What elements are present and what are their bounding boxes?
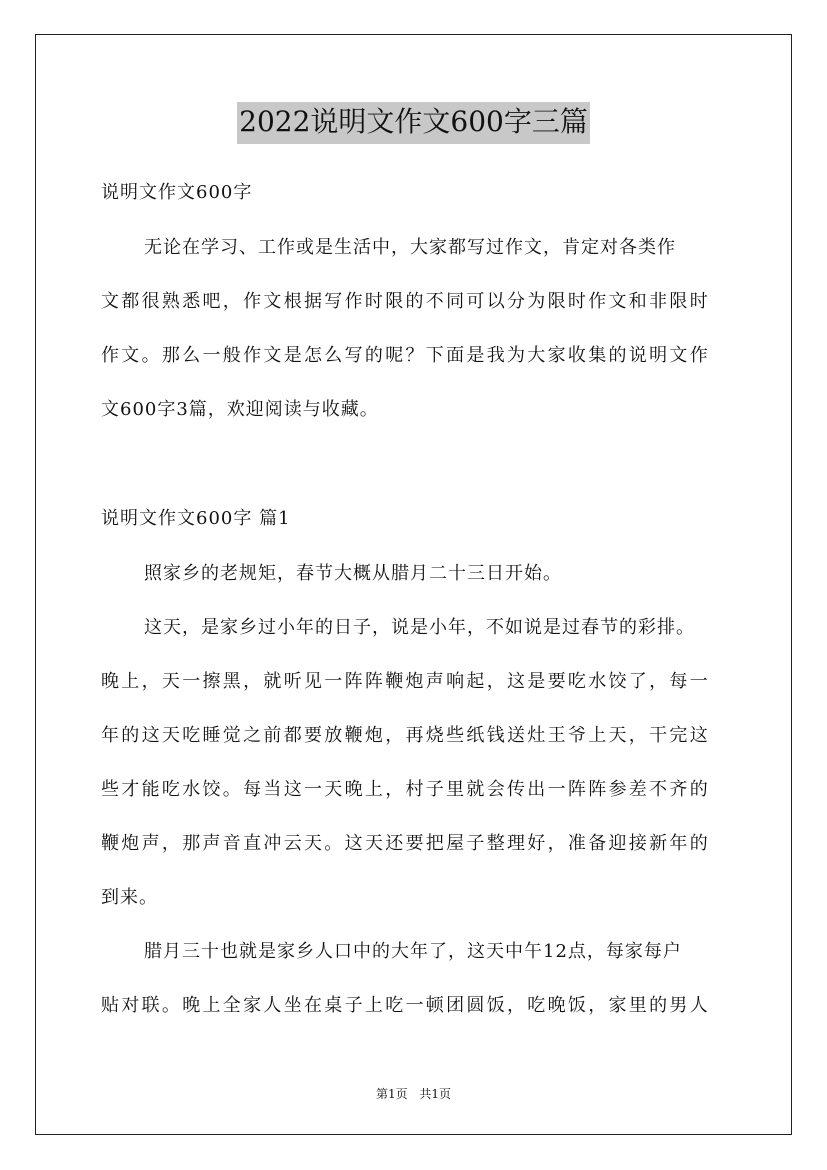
title-container [0,102,827,144]
paragraph-line: 年的这天吃睡觉之前都要放鞭炮，再烧些纸钱送灶王爷上天，干完这 [101,725,710,746]
paragraph-line: 这天，是家乡过小年的日子，说是小年，不如说是过春节的彩排。 [144,617,695,638]
paragraph-line: 贴对联。晚上全家人坐在桌子上吃一顿团圆饭，吃晚饭，家里的男人 [101,995,710,1016]
paragraph-line: 腊月三十也就是家乡人口中的大年了，这天中午12点，每家每户 [144,941,682,962]
paragraph-line: 到来。 [101,887,158,908]
paragraph-line: 文600字3篇，欢迎阅读与收藏。 [101,399,379,420]
paragraph-line: 无论在学习、工作或是生活中，大家都写过作文，肯定对各类作 [144,237,676,258]
document-title: 2022说明文作文600字三篇 [237,102,590,144]
paragraph-line: 文都很熟悉吧，作文根据写作时限的不同可以分为限时作文和非限时 [101,291,710,312]
paragraph-line: 鞭炮声，那声音直冲云天。这天还要把屋子整理好，准备迎接新年的 [101,833,710,854]
section-heading: 说明文作文600字 [101,182,253,203]
page-total: 共1页 [419,1087,452,1101]
page-footer [0,1085,827,1102]
section-heading: 说明文作文600字 篇1 [101,508,291,529]
page-number: 第1页 [375,1087,408,1101]
paragraph-line: 晚上，天一擦黑，就听见一阵阵鞭炮声响起，这是要吃水饺了，每一 [101,671,710,692]
paragraph-line: 些才能吃水饺。每当这一天晚上，村子里就会传出一阵阵参差不齐的 [101,779,710,800]
paragraph-line: 照家乡的老规矩，春节大概从腊月二十三日开始。 [144,563,562,584]
paragraph-line: 作文。那么一般作文是怎么写的呢？下面是我为大家收集的说明文作 [101,345,710,366]
